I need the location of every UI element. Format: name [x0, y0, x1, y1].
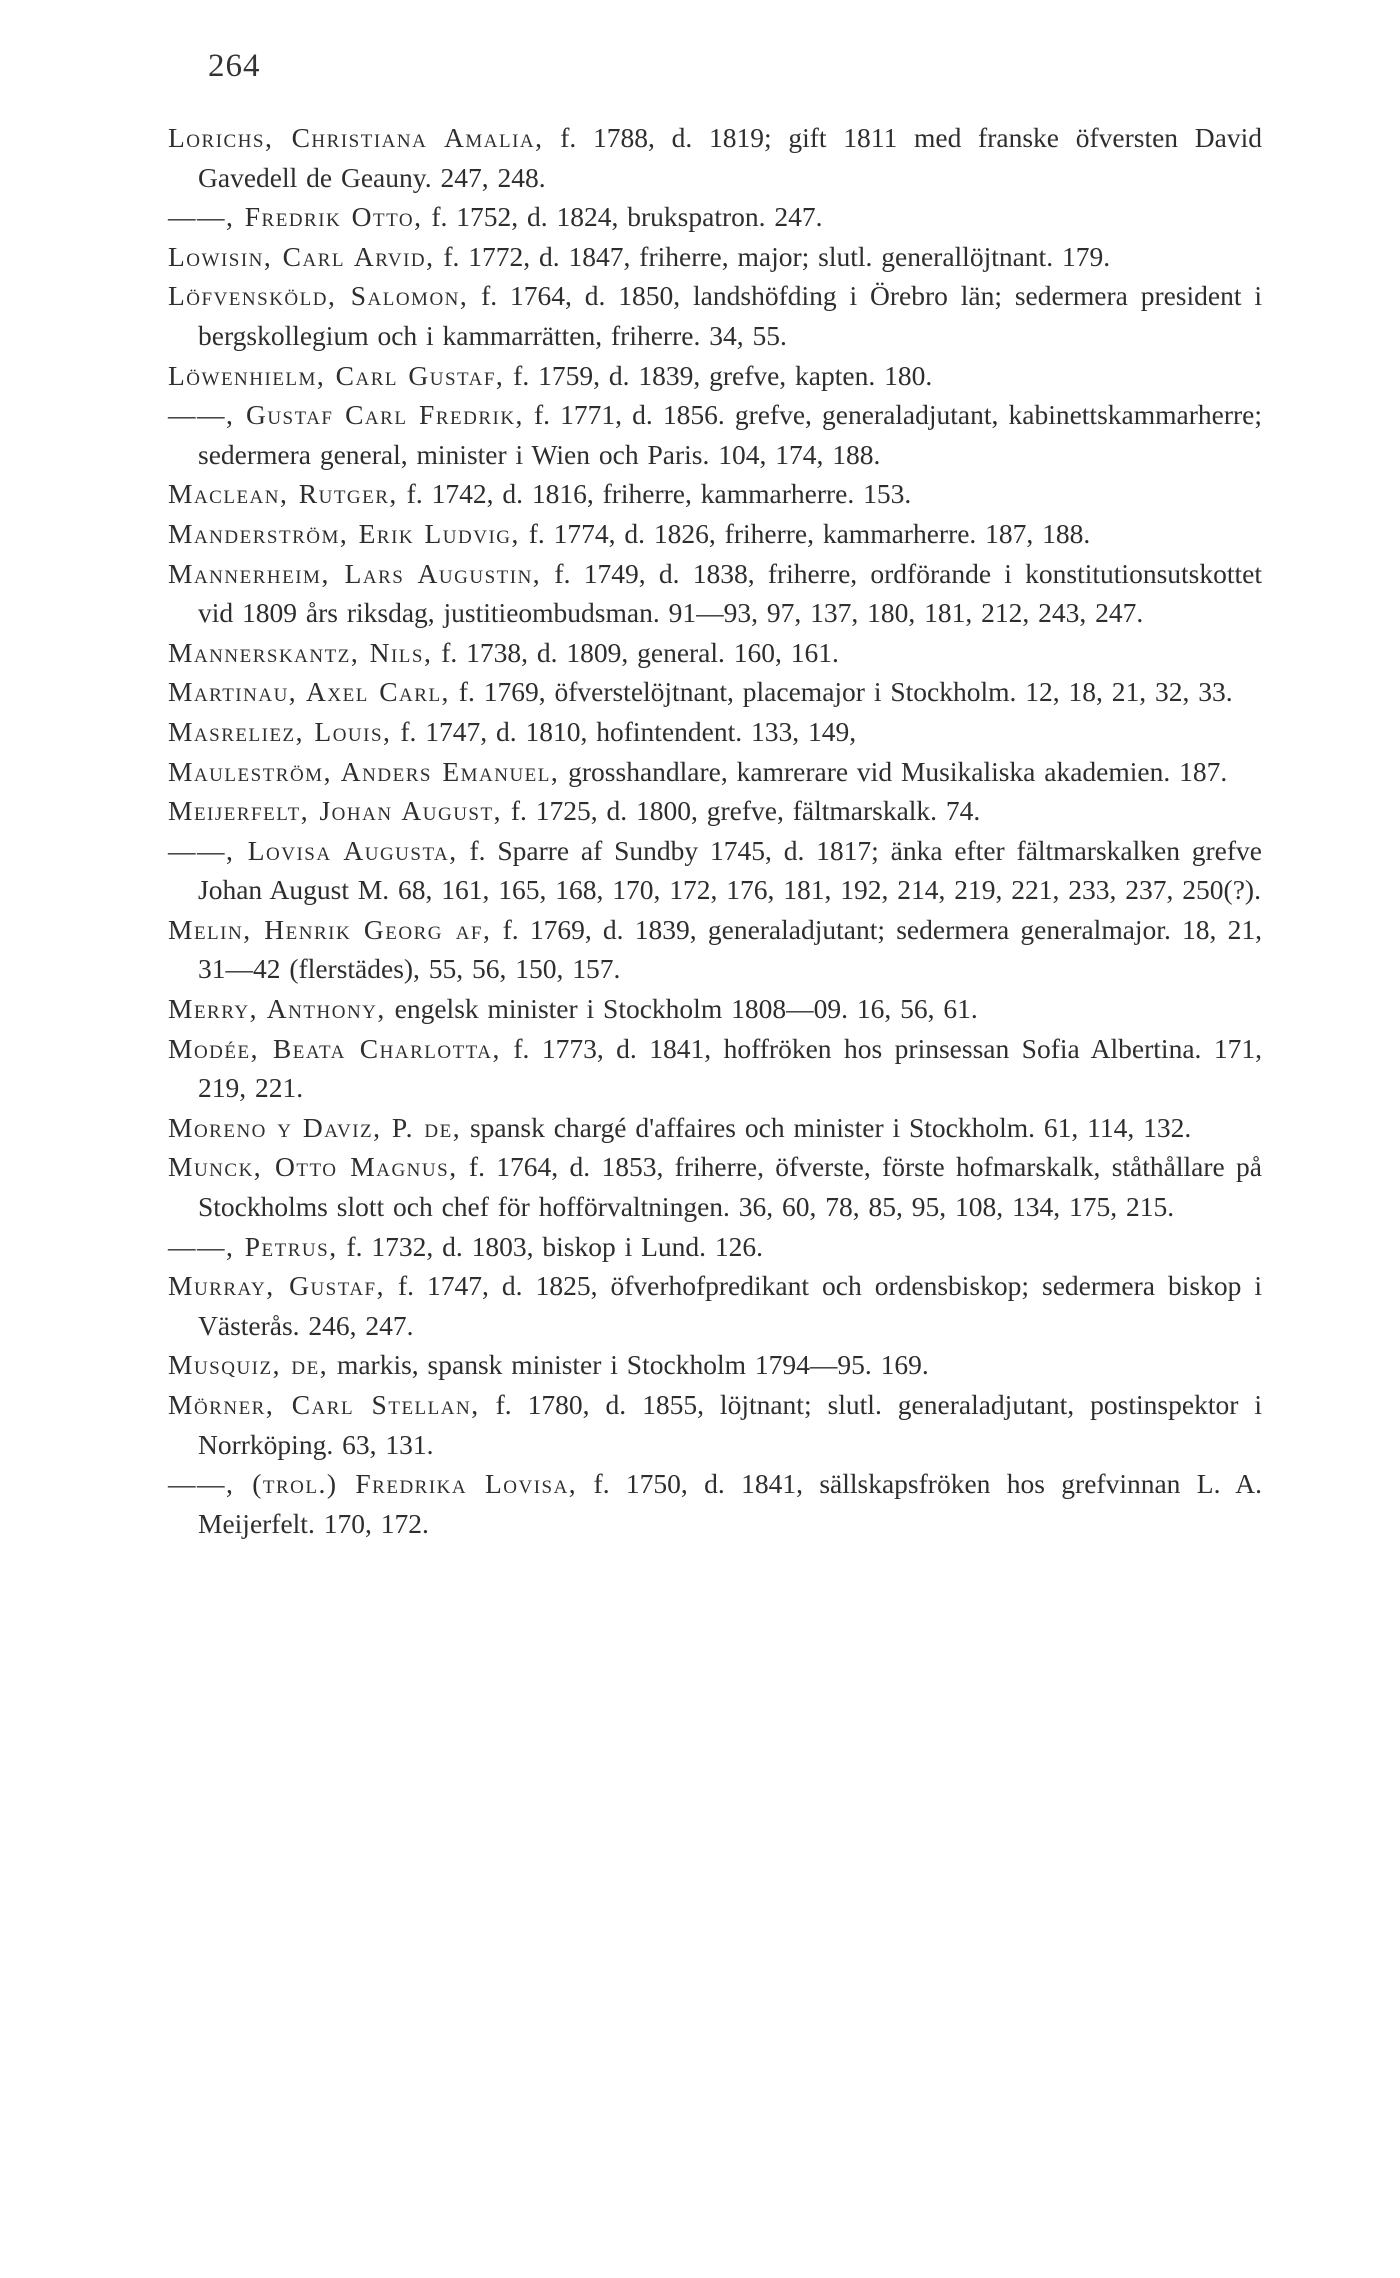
entry-text: f. 1750, d. 1841, sällskapsfröken hos grefvinnan L. A. Meijerfelt. 170, 172. — [198, 1468, 1263, 1539]
entry-text: engelsk minister i Stockholm 1808—09. 16, 56, 61. — [385, 993, 978, 1025]
index-entry — [168, 1029, 1262, 1108]
index-entry — [168, 1345, 1262, 1385]
entry-text: f. 1780, d. 1855, löjtnant; slutl. generaladjutant, postinspektor i Norrköping. 63, 131. — [198, 1389, 1262, 1460]
entry-text: f. 1769, öfverstelöjtnant, placemajor i Stockholm. 12, 18, 21, 32, 33. — [449, 676, 1233, 708]
entry-name: ——, Lovisa Augusta, — [168, 834, 458, 866]
entry-name: ——, Fredrik Otto, — [168, 201, 423, 233]
entry-text: f. 1788, d. 1819; gift 1811 med franske öfversten David Gavedell de Geauny. 247, 248. — [198, 122, 1262, 193]
entry-text: f. 1771, d. 1856. grefve, generaladjutant, kabinettskammarherre; sedermera general, minister i Wien och Paris. 104, 174, 188. — [198, 399, 1262, 470]
index-entries — [168, 118, 1262, 1543]
entry-name: Maclean, Rutger, — [168, 478, 398, 510]
entry-text: f. 1749, d. 1838, friherre, ordförande i konstitutionsutskottet vid 1809 års riksdag, justitieombudsman. 91—93, 97, 137, 180, 181, 212, 243, 247. — [198, 557, 1262, 629]
entry-name: ——, Petrus, — [168, 1230, 338, 1262]
entry-name: Manderström, Erik Ludvig, — [168, 517, 520, 549]
entry-text: f. Sparre af Sundby 1745, d. 1817; änka efter fältmarskalken grefve Johan August M. 68, 161, 165, 168, 170, 172, 176, 181, 192, 214, 219, 221, 233, 237, 250(?). — [198, 834, 1262, 906]
index-entry — [168, 395, 1262, 474]
index-entry — [168, 831, 1262, 910]
index-entry — [168, 1108, 1262, 1148]
index-entry — [168, 197, 1262, 237]
index-entry — [168, 1385, 1262, 1464]
entry-name: Mannerheim, Lars Augustin, — [168, 557, 542, 589]
entry-name: Masreliez, Louis, — [168, 715, 392, 747]
page-number: 264 — [208, 48, 261, 84]
entry-text: f. 1772, d. 1847, friherre, major; slutl. generallöjtnant. 179. — [434, 240, 1111, 272]
entry-text: f. 1747, d. 1810, hofintendent. 133, 149, — [391, 715, 857, 747]
entry-text: grosshandlare, kamrerare vid Musikaliska akademien. 187. — [559, 755, 1228, 787]
entry-text: f. 1752, d. 1824, brukspatron. 247. — [422, 201, 823, 233]
entry-name: ——, Gustaf Carl Fredrik, — [168, 399, 524, 431]
entry-name: Löfvensköld, Salomon, — [168, 280, 469, 312]
entry-text: f. 1725, d. 1800, grefve, fältmarskalk. 74. — [501, 795, 981, 827]
index-entry — [168, 752, 1262, 792]
entry-name: Merry, Anthony, — [168, 993, 386, 1025]
index-entry — [168, 712, 1262, 752]
index-entry — [168, 672, 1262, 712]
entry-name: Meijerfelt, Johan August, — [168, 795, 502, 827]
entry-text: spansk chargé d'affaires och minister i Stockholm. 61, 114, 132. — [461, 1111, 1192, 1143]
entry-text: f. 1773, d. 1841, hoffröken hos prinsessan Sofia Albertina. 171, 219, 221. — [198, 1032, 1262, 1104]
entry-name: Löwenhielm, Carl Gustaf, — [168, 359, 505, 391]
entry-name: Munck, Otto Magnus, — [168, 1151, 458, 1183]
index-entry — [168, 1464, 1262, 1543]
entry-name: Murray, Gustaf, — [168, 1270, 385, 1302]
index-entry — [168, 514, 1262, 554]
index-entry — [168, 554, 1262, 633]
entry-text: f. 1759, d. 1839, grefve, kapten. 180. — [504, 359, 933, 391]
index-entry — [168, 791, 1262, 831]
entry-text: f. 1747, d. 1825, öfverhofpredikant och ordensbiskop; sedermera biskop i Västerås. 246, 247. — [198, 1270, 1262, 1341]
index-entry — [168, 1147, 1262, 1226]
entry-text: f. 1742, d. 1816, friherre, kammarherre. 153. — [397, 478, 912, 510]
index-entry — [168, 1227, 1262, 1267]
index-entry — [168, 356, 1262, 396]
index-entry — [168, 633, 1262, 673]
index-entry — [168, 237, 1262, 277]
index-entry — [168, 910, 1262, 989]
entry-name: Mörner, Carl Stellan, — [168, 1389, 480, 1420]
entry-name: Mannerskantz, Nils, — [168, 636, 433, 668]
entry-text: markis, spansk minister i Stockholm 1794—95. 169. — [328, 1349, 929, 1381]
entry-name: Melin, Henrik Georg af, — [168, 913, 492, 945]
entry-name: ——, (trol.) Fredrika Lovisa, — [168, 1468, 578, 1500]
index-entry — [168, 118, 1262, 197]
index-entry — [168, 989, 1262, 1029]
entry-name: Mauleström, Anders Emanuel, — [168, 755, 560, 787]
entry-name: Moreno y Daviz, P. de, — [168, 1111, 462, 1143]
entry-name: Lowisin, Carl Arvid, — [168, 240, 435, 272]
index-entry — [168, 276, 1262, 355]
entry-name: Lorichs, Christiana Amalia, — [168, 122, 544, 153]
entry-text: f. 1732, d. 1803, biskop i Lund. 126. — [337, 1230, 764, 1262]
entry-text: f. 1769, d. 1839, generaladjutant; sedermera generalmajor. 18, 21, 31—42 (flerstädes), 55, 56, 150, 157. — [198, 913, 1262, 985]
entry-text: f. 1774, d. 1826, friherre, kammarherre. 187, 188. — [519, 517, 1091, 549]
index-entry — [168, 474, 1262, 514]
entry-text: f. 1738, d. 1809, general. 160, 161. — [432, 636, 839, 668]
entry-name: Martinau, Axel Carl, — [168, 676, 450, 708]
index-entry — [168, 1266, 1262, 1345]
entry-name: Modée, Beata Charlotta, — [168, 1032, 501, 1064]
entry-name: Musquiz, de, — [168, 1349, 329, 1381]
entry-text: f. 1764, d. 1853, friherre, öfverste, förste hofmarskalk, ståthållare på Stockholms slott och chef för hofförvaltningen. 36, 60, 78, 85, 95, 108, 134, 175, 215. — [198, 1151, 1262, 1223]
entry-text: f. 1764, d. 1850, landshöfding i Örebro län; sedermera president i bergskollegium och i kammarrätten, friherre. 34, 55. — [198, 280, 1263, 351]
